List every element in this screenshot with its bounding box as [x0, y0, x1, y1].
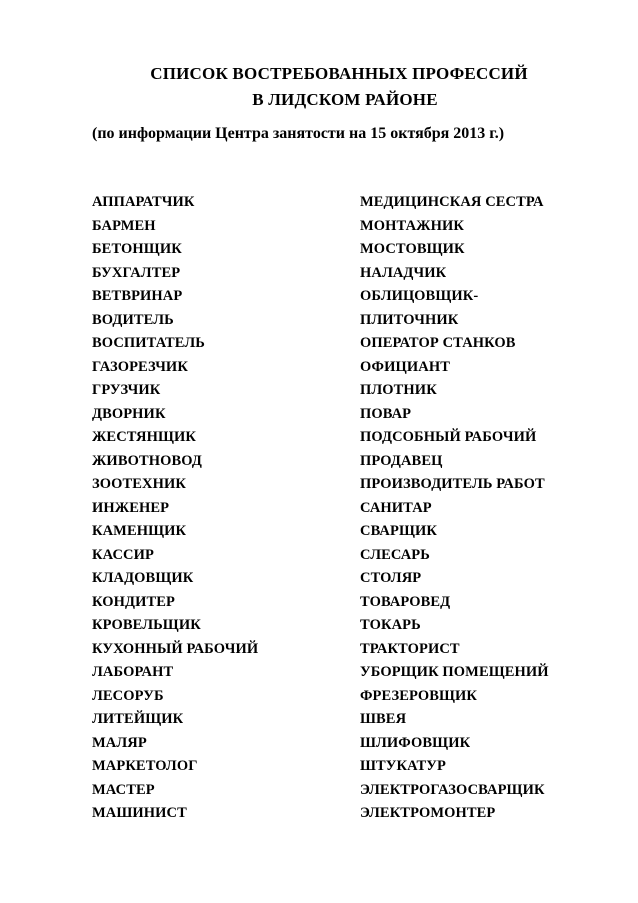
profession-list-item: НАЛАДЧИК [360, 264, 447, 281]
profession-list-item: ГАЗОРЕЗЧИК [92, 358, 188, 375]
page-title-line2: В ЛИДСКОМ РАЙОНЕ [252, 90, 438, 109]
profession-list-item: МОСТОВЩИК [360, 241, 465, 257]
profession-list-item: МАСТЕР [92, 781, 155, 798]
profession-list-item: КАМЕНЩИК [92, 523, 187, 539]
profession-list-item: ТОВАРОВЕД [360, 593, 451, 610]
profession-list-item: ПОДСОБНЫЙ РАБОЧИЙ [360, 429, 537, 445]
profession-list-item: ТОКАРЬ [360, 617, 421, 633]
professions-list-left [92, 191, 258, 826]
profession-list-item: ЛАБОРАНТ [92, 664, 174, 680]
profession-list-item: ПОВАР [360, 405, 412, 422]
profession-list-item: БАРМЕН [92, 217, 156, 234]
profession-list-item: КРОВЕЛЬЩИК [92, 617, 201, 633]
profession-list-item: ШТУКАТУР [360, 758, 446, 774]
profession-list-item: ЗООТЕХНИК [92, 476, 186, 492]
profession-list-item: ПЛИТОЧНИК [360, 311, 459, 328]
professions-list-right [360, 191, 549, 826]
page-title: СПИСОК ВОСТРЕБОВАННЫХ ПРОФЕССИЙ [150, 64, 528, 83]
profession-list-item: ДВОРНИК [92, 405, 166, 422]
profession-list-item: ЭЛЕКТРОГАЗОСВАРЩИК [360, 781, 545, 798]
profession-list-item: ИНЖЕНЕР [92, 499, 170, 516]
profession-list-item: ГРУЗЧИК [92, 382, 161, 398]
profession-list-item: ВОСПИТАТЕЛЬ [92, 335, 205, 351]
profession-list-item: ЭЛЕКТРОМОНТЕР [360, 805, 496, 821]
profession-list-item: БУХГАЛТЕР [92, 264, 181, 281]
profession-list-item: ВЕТВРИНАР [92, 288, 183, 304]
profession-list-item: ФРЕЗЕРОВЩИК [360, 687, 478, 704]
profession-list-item: ОФИЦИАНТ [360, 358, 450, 375]
profession-list-item: ЖИВОТНОВОД [92, 452, 202, 469]
profession-list-item: ЖЕСТЯНЩИК [92, 429, 196, 445]
profession-list-item: КЛАДОВЩИК [92, 570, 194, 586]
profession-list-item: КУХОННЫЙ РАБОЧИЙ [92, 640, 259, 657]
profession-list-item: БЕТОНЩИК [92, 241, 182, 257]
profession-list-item: МЕДИЦИНСКАЯ СЕСТРА [360, 194, 544, 210]
profession-list-item: ПРОИЗВОДИТЕЛЬ РАБОТ [360, 476, 545, 492]
profession-list-item: МАРКЕТОЛОГ [92, 758, 198, 774]
profession-list-item: ВОДИТЕЛЬ [92, 311, 174, 328]
profession-list-item: МАЛЯР [92, 734, 147, 751]
profession-list-item: ПЛОТНИК [360, 382, 437, 398]
profession-list-item: МАШИНИСТ [92, 805, 187, 821]
profession-list-item: СВАРЩИК [360, 523, 437, 539]
profession-list-item: КАССИР [92, 546, 154, 563]
profession-list-item: ЛЕСОРУБ [92, 687, 164, 704]
profession-list-item: ТРАКТОРИСТ [360, 640, 460, 657]
profession-list-item: МОНТАЖНИК [360, 217, 464, 234]
profession-list-item: ЛИТЕЙЩИК [92, 711, 184, 727]
profession-list-item: ШЛИФОВЩИК [360, 734, 471, 751]
profession-list-item: СТОЛЯР [360, 570, 422, 586]
page-subtitle: (по информации Центра занятости на 15 октября 2013 г.) [92, 125, 505, 142]
profession-list-item: ОБЛИЦОВЩИК- [360, 288, 479, 304]
profession-list-item: САНИТАР [360, 499, 432, 516]
profession-list-item: КОНДИТЕР [92, 593, 175, 610]
profession-list-item: АППАРАТЧИК [92, 194, 195, 210]
profession-list-item: ОПЕРАТОР СТАНКОВ [360, 335, 516, 351]
profession-list-item: УБОРЩИК ПОМЕЩЕНИЙ [360, 664, 549, 680]
profession-list-item: СЛЕСАРЬ [360, 546, 430, 563]
profession-list-item: ПРОДАВЕЦ [360, 452, 443, 469]
profession-list-item: ШВЕЯ [360, 711, 407, 727]
